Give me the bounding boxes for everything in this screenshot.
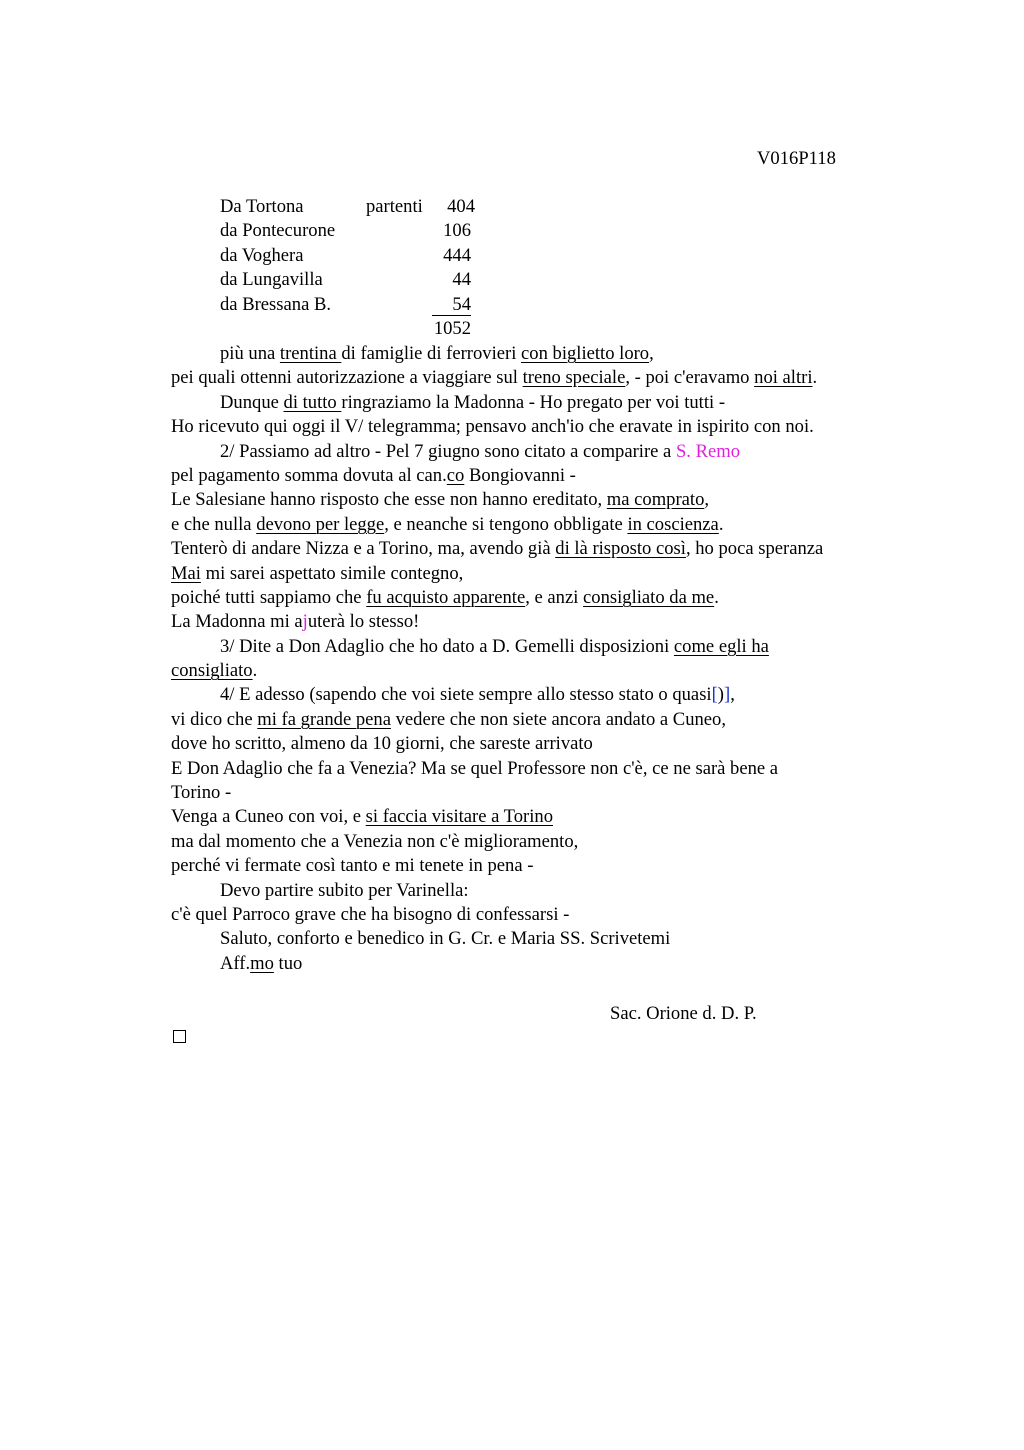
text-run: Tenterò di andare Nizza e a Torino, ma, avendo già bbox=[171, 538, 556, 560]
text-run: perché vi fermate così tanto e mi tenete in pena - bbox=[171, 855, 534, 877]
text-run: [ bbox=[711, 684, 718, 706]
text-run: 3/ Dite a Don Adaglio che ho dato a D. Gemelli disposizioni bbox=[220, 635, 674, 657]
departures-table bbox=[220, 195, 480, 341]
departure-count: 106 bbox=[443, 220, 471, 242]
text-line bbox=[171, 513, 931, 537]
underlined-text: di là risposto così bbox=[555, 538, 686, 560]
text-run: La Madonna mi a bbox=[171, 611, 303, 633]
underlined-text: consigliato bbox=[171, 660, 253, 682]
text-line bbox=[171, 488, 931, 512]
text-run: Dunque bbox=[220, 391, 284, 413]
departures-label: partenti bbox=[366, 196, 423, 217]
text-line bbox=[171, 659, 931, 683]
underlined-text: Mai bbox=[171, 562, 201, 584]
underlined-text: con biglietto loro bbox=[521, 343, 650, 364]
text-run: c'è quel Parroco grave che ha bisogno di confessarsi - bbox=[171, 903, 570, 925]
text-line bbox=[171, 708, 931, 732]
text-run: S. Remo bbox=[675, 440, 741, 462]
departure-place: da Lungavilla bbox=[220, 269, 323, 291]
text-run: . bbox=[812, 367, 818, 389]
text-line bbox=[171, 366, 931, 390]
text-run: , e neanche si tengono obbligate bbox=[384, 513, 628, 535]
text-run: 2/ Passiamo ad altro - Pel 7 giugno sono citato a comparire a bbox=[220, 440, 676, 462]
text-run: Devo partire subito per Varinella: bbox=[220, 879, 469, 901]
text-line bbox=[171, 903, 931, 927]
underlined-text: fu acquisto apparente bbox=[366, 586, 526, 608]
text-line bbox=[171, 781, 931, 805]
text-run: più una bbox=[220, 343, 280, 364]
text-run: Aff. bbox=[220, 952, 251, 974]
text-line bbox=[171, 610, 931, 634]
table-row bbox=[220, 195, 480, 219]
text-run: . bbox=[718, 513, 724, 535]
text-run: pel pagamento somma dovuta al can. bbox=[171, 464, 447, 486]
text-line bbox=[171, 464, 931, 488]
underlined-text: ma comprato bbox=[606, 489, 705, 511]
text-run: vedere che non siete ancora andato a Cuneo, bbox=[390, 708, 727, 730]
text-run: j bbox=[302, 611, 308, 633]
departure-place: da Voghera bbox=[220, 244, 304, 266]
text-run: ringraziamo la Madonna - Ho pregato per voi tutti - bbox=[341, 391, 726, 413]
text-line bbox=[171, 391, 931, 415]
text-line bbox=[171, 562, 931, 586]
underlined-text: di tutto bbox=[283, 391, 342, 413]
text-line bbox=[171, 342, 931, 366]
text-run: , ho poca speranza bbox=[685, 538, 824, 560]
text-run: e che nulla bbox=[171, 513, 257, 535]
table-row bbox=[220, 268, 480, 292]
departure-count: 404 bbox=[447, 196, 475, 217]
total-row bbox=[220, 317, 480, 341]
text-run: Bongiovanni - bbox=[464, 464, 576, 486]
text-run: . bbox=[714, 586, 719, 608]
text-line bbox=[171, 757, 931, 781]
text-line bbox=[171, 952, 931, 976]
checkbox-square-icon bbox=[173, 1030, 186, 1043]
underlined-text: in coscienza bbox=[627, 513, 719, 535]
text-run: Venga a Cuneo con voi, e bbox=[171, 806, 366, 828]
underlined-text: noi altri bbox=[754, 367, 813, 389]
underlined-text: trentina bbox=[279, 343, 342, 364]
departure-count: 444 bbox=[443, 244, 471, 266]
table-row bbox=[220, 244, 480, 268]
text-run: . bbox=[252, 660, 258, 682]
text-run: ] bbox=[724, 684, 731, 706]
text-run: pei quali ottenni autorizzazione a viaggiare sul bbox=[171, 367, 523, 389]
text-run: Ho ricevuto qui oggi il V/ telegramma; pensavo anch'io che eravate in ispirito con noi. bbox=[171, 416, 814, 438]
text-run: , e anzi bbox=[525, 586, 584, 608]
text-run: dove ho scritto, almeno da 10 giorni, che sareste arrivato bbox=[171, 733, 593, 755]
departures-total: 1052 bbox=[433, 317, 471, 339]
text-line bbox=[171, 879, 931, 903]
text-run: E Don Adaglio che fa a Venezia? Ma se quel Professore non c'è, ce ne sarà bene a bbox=[171, 757, 779, 779]
letter-body bbox=[171, 342, 931, 976]
text-run: poiché tutti sappiamo che bbox=[171, 586, 367, 608]
text-run: Torino - bbox=[171, 782, 232, 804]
table-row bbox=[220, 293, 480, 317]
text-line bbox=[171, 440, 931, 464]
text-line bbox=[171, 415, 931, 439]
text-run: mi sarei aspettato simile contegno, bbox=[200, 562, 464, 584]
text-run: , - poi c'eravamo bbox=[625, 367, 755, 389]
document-id: V016P118 bbox=[757, 148, 836, 169]
text-line bbox=[171, 537, 931, 561]
underlined-text: si faccia visitare a Torino bbox=[365, 806, 553, 828]
text-run: , bbox=[704, 489, 710, 511]
text-line bbox=[171, 927, 931, 951]
signature: Sac. Orione d. D. P. bbox=[610, 1003, 757, 1024]
text-line bbox=[171, 854, 931, 878]
departure-place: da Pontecurone bbox=[220, 220, 336, 242]
text-run: , bbox=[730, 684, 735, 706]
underlined-text: mo bbox=[250, 952, 274, 974]
text-run: Le Salesiane hanno risposto che esse non hanno ereditato, bbox=[171, 489, 607, 511]
text-run: uterà lo stesso! bbox=[307, 611, 420, 633]
text-line bbox=[171, 635, 931, 659]
text-line bbox=[171, 732, 931, 756]
text-line bbox=[171, 805, 931, 829]
text-run: Saluto, conforto e benedico in G. Cr. e Maria SS. Scrivetemi bbox=[220, 928, 671, 950]
departure-place: da Bressana B. bbox=[220, 293, 332, 315]
underlined-text: treno speciale bbox=[522, 367, 626, 389]
table-row bbox=[220, 219, 480, 243]
departure-count: 54 bbox=[432, 294, 471, 316]
text-line bbox=[171, 683, 931, 707]
text-run: tuo bbox=[273, 952, 303, 974]
underlined-text: consigliato da me bbox=[583, 586, 715, 608]
underlined-text: co bbox=[446, 464, 465, 486]
departure-place: Da Tortona bbox=[220, 196, 304, 217]
underlined-text: come egli ha bbox=[673, 635, 769, 657]
text-line bbox=[171, 586, 931, 610]
text-run: ma dal momento che a Venezia non c'è miglioramento, bbox=[171, 830, 579, 852]
underlined-text: mi fa grande pena bbox=[257, 708, 391, 730]
text-run: 4/ E adesso (sapendo che voi siete sempre allo stesso stato o quasi bbox=[220, 684, 712, 706]
departure-count: 44 bbox=[452, 269, 471, 291]
text-line bbox=[171, 830, 931, 854]
text-run: , bbox=[649, 343, 654, 364]
text-run: vi dico che bbox=[171, 708, 258, 730]
underlined-text: devono per legge bbox=[256, 513, 385, 535]
text-run: di famiglie di ferrovieri bbox=[341, 343, 522, 364]
text-run: ) bbox=[717, 684, 724, 706]
